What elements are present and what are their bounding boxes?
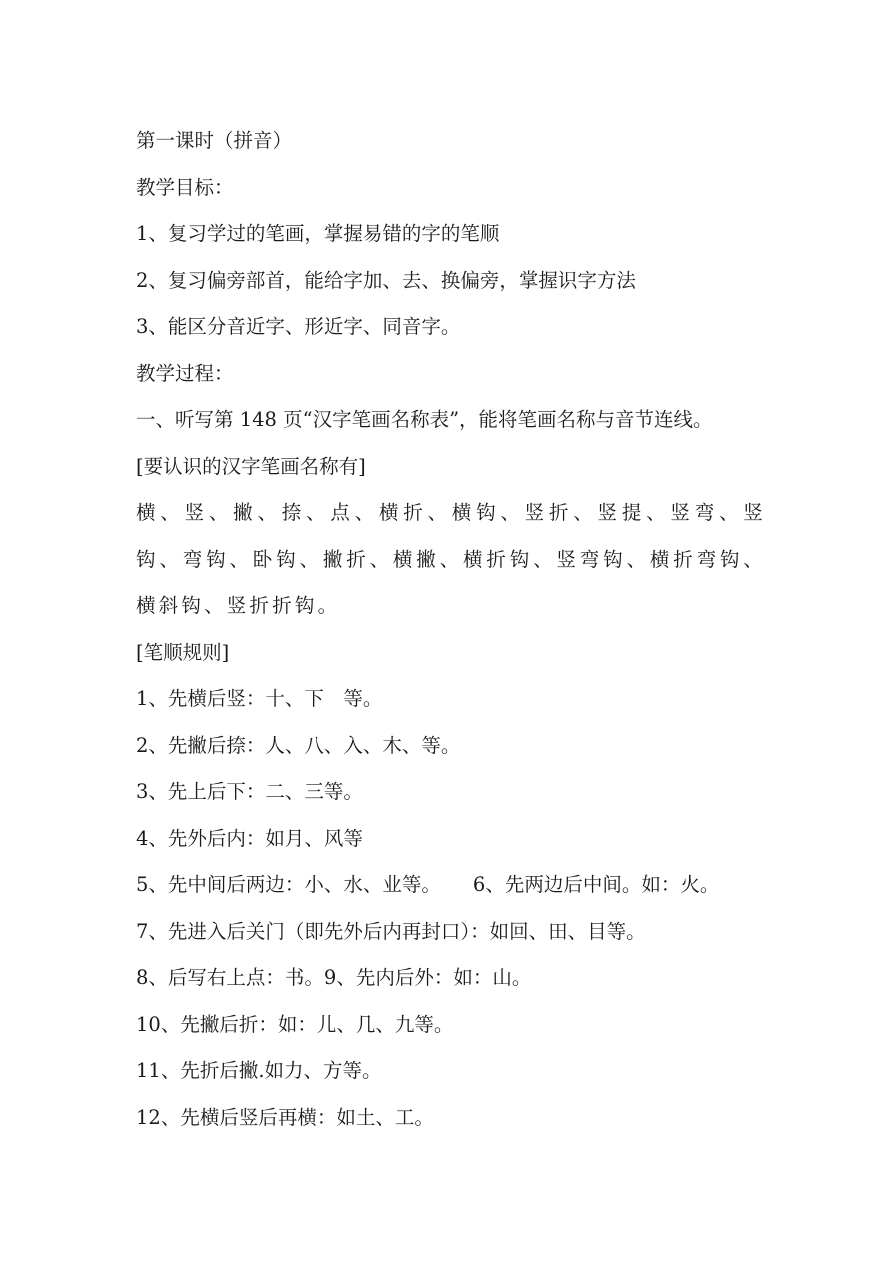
- process-heading: 教学过程：: [136, 361, 234, 385]
- rule-item: 3、先上后下：二、三等。: [136, 780, 363, 803]
- rule-item: 4、先外后内：如月、风等: [136, 826, 363, 850]
- goals-heading: 教学目标：: [136, 175, 234, 199]
- rule-item: 1、先横后竖：十、下 等。: [136, 687, 383, 710]
- rule-item: 6、先两边后中间。如：火。: [472, 873, 720, 896]
- strokes-list: 横、竖、撇、捺、点、横折、横钩、竖折、竖提、竖弯、竖钩、弯钩、卧钩、撇折、横撇、横折钩、竖弯钩、横折弯钩、横斜钩、竖折折钩。: [136, 501, 766, 617]
- rule-row: [136, 862, 766, 909]
- goal-item: 2、复习偏旁部首，能给字加、去、换偏旁，掌握识字方法: [136, 268, 636, 292]
- rules-heading: [笔顺规则]: [136, 640, 230, 664]
- rule-item: 12、先横后竖后再横：如土、工。: [136, 1105, 434, 1129]
- rule-item: 10、先撇后折：如：儿、几、九等。: [136, 1012, 454, 1036]
- rule-item: 11、先折后撇.如力、方等。: [136, 1059, 382, 1082]
- rule-item: 8、后写右上点：书。9、先内后外：如：山。: [136, 966, 532, 989]
- goal-item: 1、复习学过的笔画，掌握易错的字的笔顺: [136, 222, 500, 245]
- goal-item: 3、能区分音近字、形近字、同音字。: [136, 315, 461, 338]
- rule-item: 5、先中间后两边：小、水、业等。: [136, 873, 441, 896]
- rule-item: 7、先进入后关门（即先外后内再封口）：如回、田、目等。: [136, 919, 646, 943]
- process-step-one: 一、听写第 148 页“汉字笔画名称表”，能将笔画名称与音节连线。: [136, 408, 713, 431]
- lesson-title: 第一课时（拼音）: [136, 129, 293, 152]
- document-body: [136, 118, 766, 1141]
- rule-item: 2、先撇后捺：人、八、入、木、等。: [136, 733, 461, 757]
- strokes-heading: [要认识的汉字笔画名称有]: [136, 454, 366, 478]
